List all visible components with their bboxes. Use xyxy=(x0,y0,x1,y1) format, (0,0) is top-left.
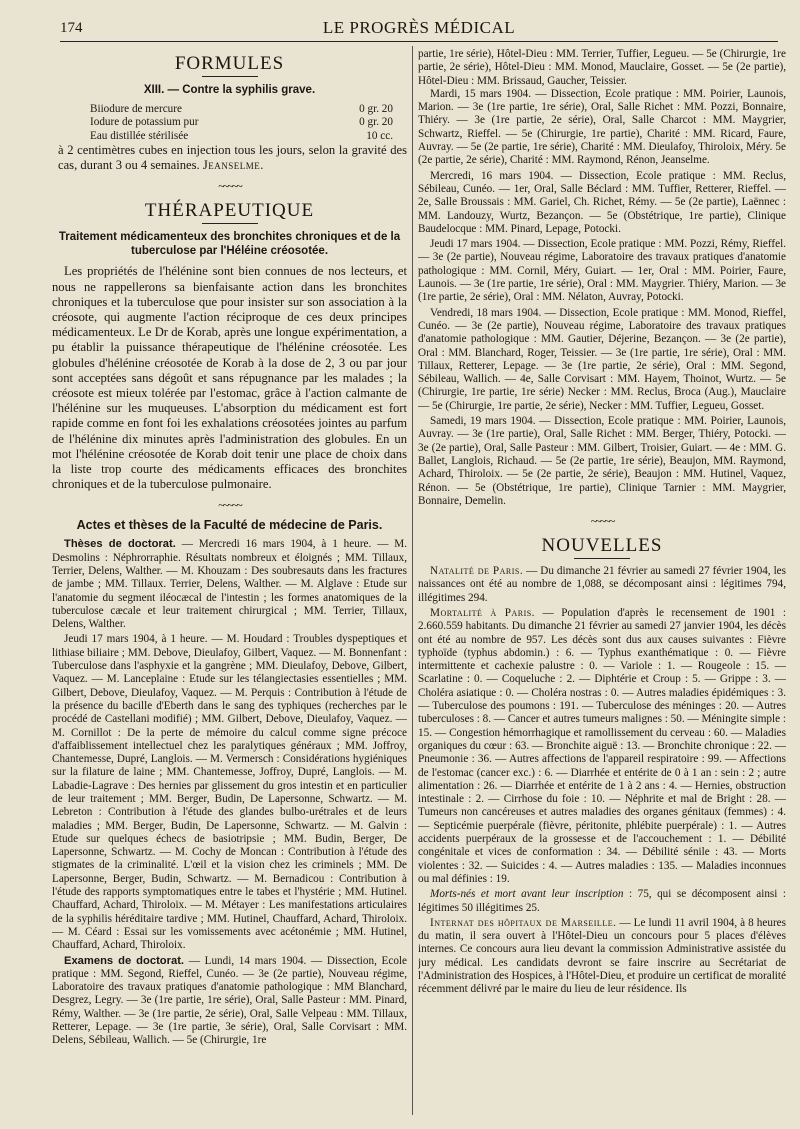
ingredient-qty: 0 gr. 20 xyxy=(359,103,393,115)
header-rule xyxy=(60,41,778,42)
formula-line xyxy=(52,116,407,129)
therapeutique-title: THÉRAPEUTIQUE xyxy=(144,200,315,222)
ingredient-name: Eau distillée stérilisée xyxy=(90,129,189,142)
ingredient-name: Biiodure de mercure xyxy=(90,103,182,115)
examens-lead: Examens de doctorat. xyxy=(64,954,185,967)
jeudi-theses-paragraph: Jeudi 17 mars 1904, à 1 heure. — M. Houdard : Troubles dyspeptiques et lithiase biliaire ; MM. Debove, Dieulafoy, Gilbert, Vaquez. — M. Bonnenfant : Tuberculose dans l'asphyxie et la gangrène ; MM. Dieulafoy, Debove, Gilbert, Vaquez. — M. Lanceplaine : Etude sur les télangiectasies essentielles ; MM. Gilbert, Debove, Dieulafoy, Vaquez. — M. Perquis : Contribution à l'étude de la présence du bacille d'Eberth dans le sang des typhiques (recherches par le procédé de Castellani modifié) ; MM. Gilbert, Debove, Dieulafoy, Vaquez. — M. Cornillot : De la perte de mémoire du calcul comme signe précoce d'affaiblissement intellectuel chez les paralytiques généraux ; MM. Joffroy, Chantemesse, Dupré, Langlois. — M. Vermersch : Considérations hygiéniques sur la filature de laine ; MM. Chantemesse, Joffroy, Dupré, Langlois. — M. Labadie-Lagrave : Des hernies par glissement du gros intestin et en particulier de leur traitement ; MM. Berger, Budin, De Lapersonne, Schwartz. — M. Lebreton : Contribution à l'étude des glandes bulbo-urétrales et de leurs maladies ; MM. Berger, Budin, De Lapersonne, Schwartz. — M. Galvin : Etude sur quelques échecs de basiotripsie ; MM. Budin, Berger, De Lapersonne, Schwartz. — M. Cochy de Moncan : Contribution à l'étude des stigmates de la criminalité. L'œil et la vision chez les criminels ; MM. De Lapersonne, Berger, Budin, Schwartz. — M. Bernadicou : Contribution à l'étude des rapports symptomatiques entre le tabes et l'hystérie ; MM. Hutinel. Chauffard, Achard, Thiroloix. — M. Métayer : Les manifestations articulaires de la syphilis héréditaire tardive ; MM. Hutinel, Chauffard, Achard, Thiroloix. — M. Céard : Essai sur les vomissements avec acétonémie ; MM. Hutinel, Chauffard, Achard, Thiroloix. xyxy=(52,633,407,952)
internat-lead: Internat des hôpitaux de Marseille. xyxy=(430,916,617,929)
journal-title: LE PROGRÈS MÉDICAL xyxy=(322,18,516,37)
natalite-paragraph xyxy=(418,565,786,605)
mardi-paragraph: Mardi, 15 mars 1904. — Dissection, Ecole pratique : MM. Poirier, Launois, Marion. — 3e (1re partie, 1re série), Oral, Salle Richet : MM. Pozzi, Bonnaire, Thiéry. — 3e (1re partie, 2e série), Oral, Salle Charcot : MM. Maygrier, Schwartz, Rieffel. — 5e (Chirurgie, 1re partie), Charité : MM. Ricard, Faure, Auvray. — 5e (2e partie, 1re série), Charité : MM. Dieulafoy, Thiroloix, Méry. 5e (2e partie, 2e série), Charité : MM. Raymond, Rénon, Jeanselme. xyxy=(418,87,786,167)
mortsnes-lead: Morts-nés et mort avant leur inscription xyxy=(430,888,624,901)
formules-subtitle: XIII. — Contre la syphilis grave. xyxy=(143,84,316,96)
examens-text: — Lundi, 14 mars 1904. — Dissection, Ecole pratique : MM. Segond, Rieffel, Cunéo. — 3e (2e partie), Nouveau régime, Laboratoire des travaux pratiques d'anatomie pathologique : MM Blanchard, Desgrez, Legry. — 3e (1re partie, 1re série), Oral, Salle Pasteur : MM. Pinard, Rémy, Walther. — 3e (1re partie, 2e série), Oral, Salle Velpeau : MM. Tillaux, Retterer, Lepage. — 3e (1re partie, 3e série), Oral, Salle Corvisart : MM. Delens, Sébileau, Wallich. — 5e (Chirurgie, 1re xyxy=(52,954,407,1047)
jeudi-paragraph: Jeudi 17 mars 1904. — Dissection, Ecole pratique : MM. Pozzi, Rémy, Rieffel. — 3e (2e partie), Nouveau régime, Laboratoire des travaux pratiques d'anatomie pathologique : MM. Cornil, Méry, Guiart. — 1er, Oral : MM. Poirier, Faure, Launois. — 3e (1re partie, 1re série), Oral : MM. Maygrier. Thiéry, Marion. — 3e (1re partie, 2e série), Oral : MM. Nélaton, Auvray, Potocki. xyxy=(418,238,786,304)
actes-title: Actes et thèses de la Faculté de médecine de Paris. xyxy=(76,518,383,533)
therapeutique-subtitle: Traitement médicamenteux des bronchites chroniques et de la tuberculose par l'Héléine créosotée. xyxy=(58,231,401,258)
theses-lead: Thèses de doctorat. xyxy=(64,538,176,551)
page-header xyxy=(60,18,778,40)
mortsnes-paragraph xyxy=(418,888,786,915)
ingredient-qty: 10 cc. xyxy=(366,129,393,142)
ingredient-name: Iodure de potassium pur xyxy=(90,116,199,129)
page-number: 174 xyxy=(60,20,83,36)
therapeutique-paragraph: Les propriétés de l'hélénine sont bien connues de nos lecteurs, et nous ne rappellerons sa bienfaisante action dans les bronchites chroniques et la tuberculose que pour insister sur son association à la créosote, qui augmente l'action réciproque de ces deux principes médicamenteux. Le Dr de Korab, après une longue expérimentation, a pu établir la puissance thérapeutique de l'hélénine créosotée. Les globules d'hélénine créosotée de Korab à la dose de 2, 3 ou par jour sont acceptées sans dégoût et sans répugnance par les malades ; la créosote est mieux tolérée par l'estomac, grâce à l'action calmante de l'hélénine sur les muqueuses. L'absorption du médicament est fort rapide comme en font foi les exhalations créosotées jointes au parfum de l'hélénine dix minutes après l'administration des globules. En un mot l'hélénine créosotée de Korab doit tenir une place de choix dans la liste trop courte des médicaments efficaces des bronchites chroniques et de la tuberculose pulmonaire. xyxy=(52,264,407,492)
examens-paragraph xyxy=(52,955,407,1048)
formula-line xyxy=(52,130,407,143)
title-underline xyxy=(202,223,258,224)
title-underline xyxy=(574,558,630,559)
mortalite-paragraph xyxy=(418,607,786,886)
nouvelles-title: NOUVELLES xyxy=(541,535,663,557)
mortalite-text: — Population d'après le recensement de 1901 : 2.660.559 habitants. Du dimanche 21 février au samedi 27 janvier 1904, les décès ont été au nombre de 957. Les décès sont dus aux causes suivantes : Fièvre typhoïde (typhus abdomin.) : 6. — Typhus exanthématique : 0. — Fièvre intermittente et cachexie palustre : 0. — Variole : 1. — Rougeole : 15. — Scarlatine : 0. — Coqueluche : 2. — Diphtérie et Croup : 5. — Grippe : 3. — Choléra asiatique : 0. — Choléra nostras : 0. — Autres maladies épidémiques : 3. — Tuberculose des poumons : 191. — Tuberculose des méninges : 20. — Autres tuberculoses : 8. — Cancer et autres tumeurs malignes : 50. — Méningite simple : 15. — Congestion hémorrhagique et ramollissement du cerveau : 60. — Maladies organiques du cœur : 63. — Bronchite aiguë : 13. — Bronchite chronique : 22. — Pneumonie : 36. — Autres affections de l'appareil respiratoire : 99. — Affections de l'estomac (cancer exc.) : 6. — Diarrhée et entérite de 0 à 1 an : sein : 2 ; autre alimentation : 26. — Diarrhée et entérite de 1 à 2 ans : 4. — Hernies, obstruction intestinale : 2. — Cirrhose du foie : 10. — Néphrite et mal de Bright : 28. — Tumeurs non cancéreuses et autres maladies des organes génitaux (femmes) : 4. — Septicémie puerpérale (fièvre, péritonite, phlébite puerpérale) : 1. — Autres accidents puerpéraux de la grossesse et de l'accouchement : 1. — Débilité congénitale et vices de conformation : 34. — Débilité sénile : 43. — Morts violentes : 32. — Suicides : 4. — Autres maladies : 135. — Maladies inconnues ou mal définies : 19. xyxy=(418,606,786,885)
vendredi-paragraph: Vendredi, 18 mars 1904. — Dissection, Ecole pratique : MM. Monod, Rieffel, Cunéo. — 3e (2e partie), Nouveau régime, Laboratoire des travaux pratiques d'anatomie pathologique : MM. Gautier, Déjerine, Bezançon. — 3e (2e partie), Oral : MM. Blanchard, Roger, Teissier. — 3e (1re partie, 1re série), Oral : MM. Tillaux, Retterer, Lepage. — 3e (1re partie, 2e série), Oral : MM. Segond, Sébileau, Wallich. — 4e, Salle Corvisart : MM. Hayem, Thoinot, Wurtz. — 5e (Chirurgie, 1re partie, 1re série) Necker : MM. Reclus, Broca (Aug.), Mauclaire — 5e (Chirurgie, 1re partie, 2e série), Necker : MM. Tuffier, Legueu, Gosset. xyxy=(418,306,786,412)
title-underline xyxy=(202,76,258,77)
section-ornament: ~~~~~ xyxy=(590,514,614,529)
internat-text: — Le lundi 11 avril 1904, à 8 heures du matin, il sera ouvert à l'Hôtel-Dieu un concours pour 5 places d'élèves internes. Ce concours aura lieu devant la commission Administrative assistée du jury médical. Les candidats devront se faire inscrire au Secrétariat de l'Administration des Hospices, à l'Hôtel-Dieu, et produire un certificat de moralité récemment délivré par le maire du lieu de leur résidence. Ils xyxy=(418,916,786,996)
natalite-text: — Du dimanche 21 février au samedi 27 février 1904, les naissances ont été au nombre de 1,088, se décomposant ainsi : légitimes 794, illégitimes 294. xyxy=(418,565,786,604)
mortsnes-text: : 75, qui se décomposent ainsi : légitimes 50 illégitimes 25. xyxy=(418,888,786,914)
theses-text: — Mercredi 16 mars 1904, à 1 heure. — M. Desmolins : Néphrorraphie. Résultats nombreux et éloignés ; MM. Tillaux, Terrier, Delens, Walther. — M. Khouzam : Des soubresauts dans les fractures de jambe ; MM. Tillaux. Terrier, Delens, Walther. — M. Alglave : Etude sur l'anatomie du segment iléocæcal de l'intestin ; les formes anatomiques de la tuberculose cæcale et leur traitement chirurgical ; MM. Terrier, Tillaux, Delens, Walther. xyxy=(52,538,407,631)
formula-line xyxy=(52,103,407,116)
section-ornament: ~~~~~ xyxy=(218,179,241,194)
theses-paragraph xyxy=(52,538,407,631)
natalite-lead: Natalité de Paris. xyxy=(430,565,524,578)
formula-text: à 2 centimètres cubes en injection tous les jours, selon la gravité des cas, durant 3 ou 4 semaines. xyxy=(58,142,407,173)
samedi-paragraph: Samedi, 19 mars 1904. — Dissection, Ecole pratique : MM. Poirier, Launois, Auvray. — 3e (1re partie), Oral, Salle Richet : MM. Berger, Thiéry, Potocki. — 3e (2e partie), Oral, Salle Pasteur : MM. Gilbert, Troisier, Guiart. — 4e : MM. G. Ballet, Langlois, Richaud. — 5e (2e partie, 1re série), Beaujon, MM. Raymond, Achard, Thiroloix. — 5e (2e partie, 2e série), Beaujon : MM. Hutinel, Vaquez, Rénon. — 5e (Obstétrique, 1re partie), Clinique Tarnier : MM. Maygrier, Bonnaire, Demelin. xyxy=(418,415,786,507)
formula-instructions xyxy=(52,143,407,173)
column-divider xyxy=(412,46,413,1115)
mercredi-paragraph: Mercredi, 16 mars 1904. — Dissection, Ecole pratique : MM. Reclus, Sébileau, Cunéo. — 1er, Oral, Salle Béclard : MM. Tuffier, Retterer, Rieffel. — 2e, Salle Broussais : MM. Gariel, Ch. Richet, Rémy. — 5e (2e partie), Laënnec : MM. Landouzy, Wurtz, Bezançon. — 5e (Obstétrique, 1re partie), Clinique Baudelocque : MM. Pinard, Lepage, Potocki. xyxy=(418,169,786,235)
left-column xyxy=(52,48,407,1115)
internat-paragraph xyxy=(418,917,786,997)
formules-title: FORMULES xyxy=(174,53,285,74)
right-column xyxy=(418,48,786,1115)
ingredient-qty: 0 gr. 20 xyxy=(359,116,393,129)
formula-signature: Jeanselme. xyxy=(202,158,264,173)
mortalite-lead: Mortalité à Paris. xyxy=(430,606,535,619)
section-ornament: ~~~~~ xyxy=(218,498,241,513)
examens-continuation: partie, 1re série), Hôtel-Dieu : MM. Terrier, Tuffier, Legueu. — 5e (Chirurgie, 1re partie, 2e série), Hôtel-Dieu : MM. Monod, Mauclaire, Gosset. — 5e (2e partie), Hôtel-Dieu : MM. Brissaud, Gaucher, Teissier. xyxy=(418,48,786,87)
